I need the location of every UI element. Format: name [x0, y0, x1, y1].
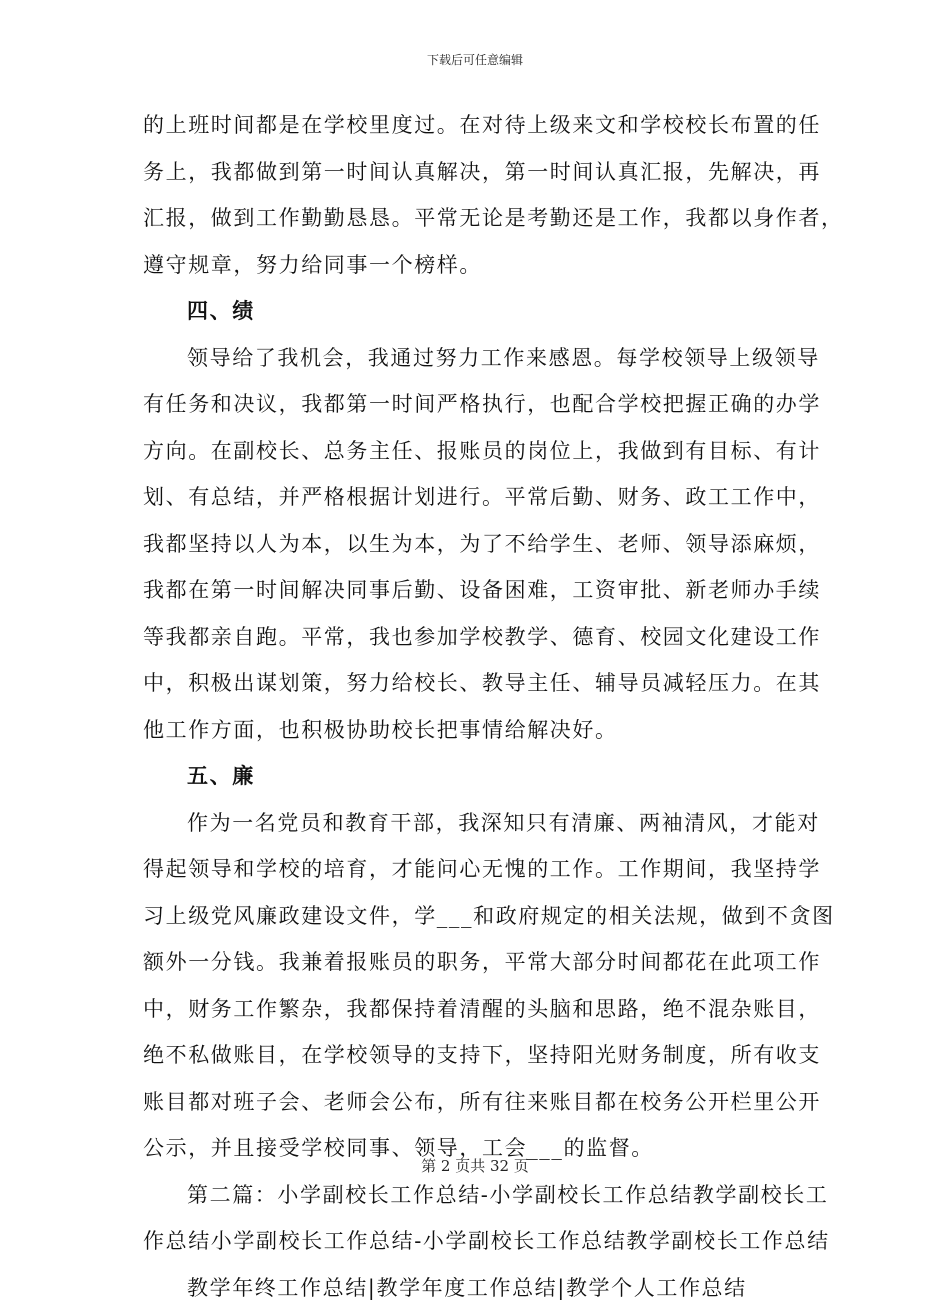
paragraph-line: 他工作方面，也积极协助校长把事情给解决好。	[143, 707, 807, 754]
paragraph-line: 中，积极出谋划策，努力给校长、教导主任、辅导员减轻压力。在其	[143, 660, 807, 707]
paragraph-line: 作为一名党员和教育干部，我深知只有清廉、两袖清风，才能对	[143, 800, 807, 847]
document-body	[143, 102, 807, 1311]
section-heading-integrity: 五、廉	[143, 753, 807, 800]
page-footer: 第 2 页共 32 页	[0, 1156, 950, 1176]
paragraph-line: 等我都亲自跑。平常，我也参加学校教学、德育、校园文化建设工作	[143, 614, 807, 661]
paragraph-line: 汇报，做到工作勤勤恳恳。平常无论是考勤还是工作，我都以身作者，	[143, 195, 807, 242]
related-links-line: 教学年终工作总结|教学年度工作总结|教学个人工作总结	[143, 1265, 807, 1311]
paragraph-line: 绝不私做账目，在学校领导的支持下，坚持阳光财务制度，所有收支	[143, 1032, 807, 1079]
paragraph-line: 得起领导和学校的培育，才能问心无愧的工作。工作期间，我坚持学	[143, 846, 807, 893]
paragraph-line: 务上，我都做到第一时间认真解决，第一时间认真汇报，先解决，再	[143, 149, 807, 196]
page-header: 下载后可任意编辑	[0, 52, 950, 68]
paragraph-line: 方向。在副校长、总务主任、报账员的岗位上，我做到有目标、有计	[143, 428, 807, 475]
paragraph-line: 的上班时间都是在学校里度过。在对待上级来文和学校校长布置的任	[143, 102, 807, 149]
paragraph-line: 我都坚持以人为本，以生为本，为了不给学生、老师、领导添麻烦，	[143, 521, 807, 568]
second-article-title-line: 作总结小学副校长工作总结-小学副校长工作总结教学副校长工作总结	[143, 1218, 807, 1265]
second-article-title-line: 第二篇：小学副校长工作总结-小学副校长工作总结教学副校长工	[143, 1172, 807, 1219]
section-heading-performance: 四、绩	[143, 288, 807, 335]
paragraph-line: 遵守规章，努力给同事一个榜样。	[143, 242, 807, 289]
paragraph-line: 中，财务工作繁杂，我都保持着清醒的头脑和思路，绝不混杂账目，	[143, 986, 807, 1033]
paragraph-line: 有任务和决议，我都第一时间严格执行，也配合学校把握正确的办学	[143, 381, 807, 428]
paragraph-line: 我都在第一时间解决同事后勤、设备困难，工资审批、新老师办手续	[143, 567, 807, 614]
paragraph-line: 公示，并且接受学校同事、领导，工会___的监督。	[143, 1125, 807, 1172]
paragraph-line: 习上级党风廉政建设文件，学___和政府规定的相关法规，做到不贪图	[143, 893, 807, 940]
paragraph-line: 额外一分钱。我兼着报账员的职务，平常大部分时间都花在此项工作	[143, 939, 807, 986]
paragraph-line: 划、有总结，并严格根据计划进行。平常后勤、财务、政工工作中，	[143, 474, 807, 521]
paragraph-line: 领导给了我机会，我通过努力工作来感恩。每学校领导上级领导	[143, 335, 807, 382]
paragraph-line: 账目都对班子会、老师会公布，所有往来账目都在校务公开栏里公开	[143, 1079, 807, 1126]
